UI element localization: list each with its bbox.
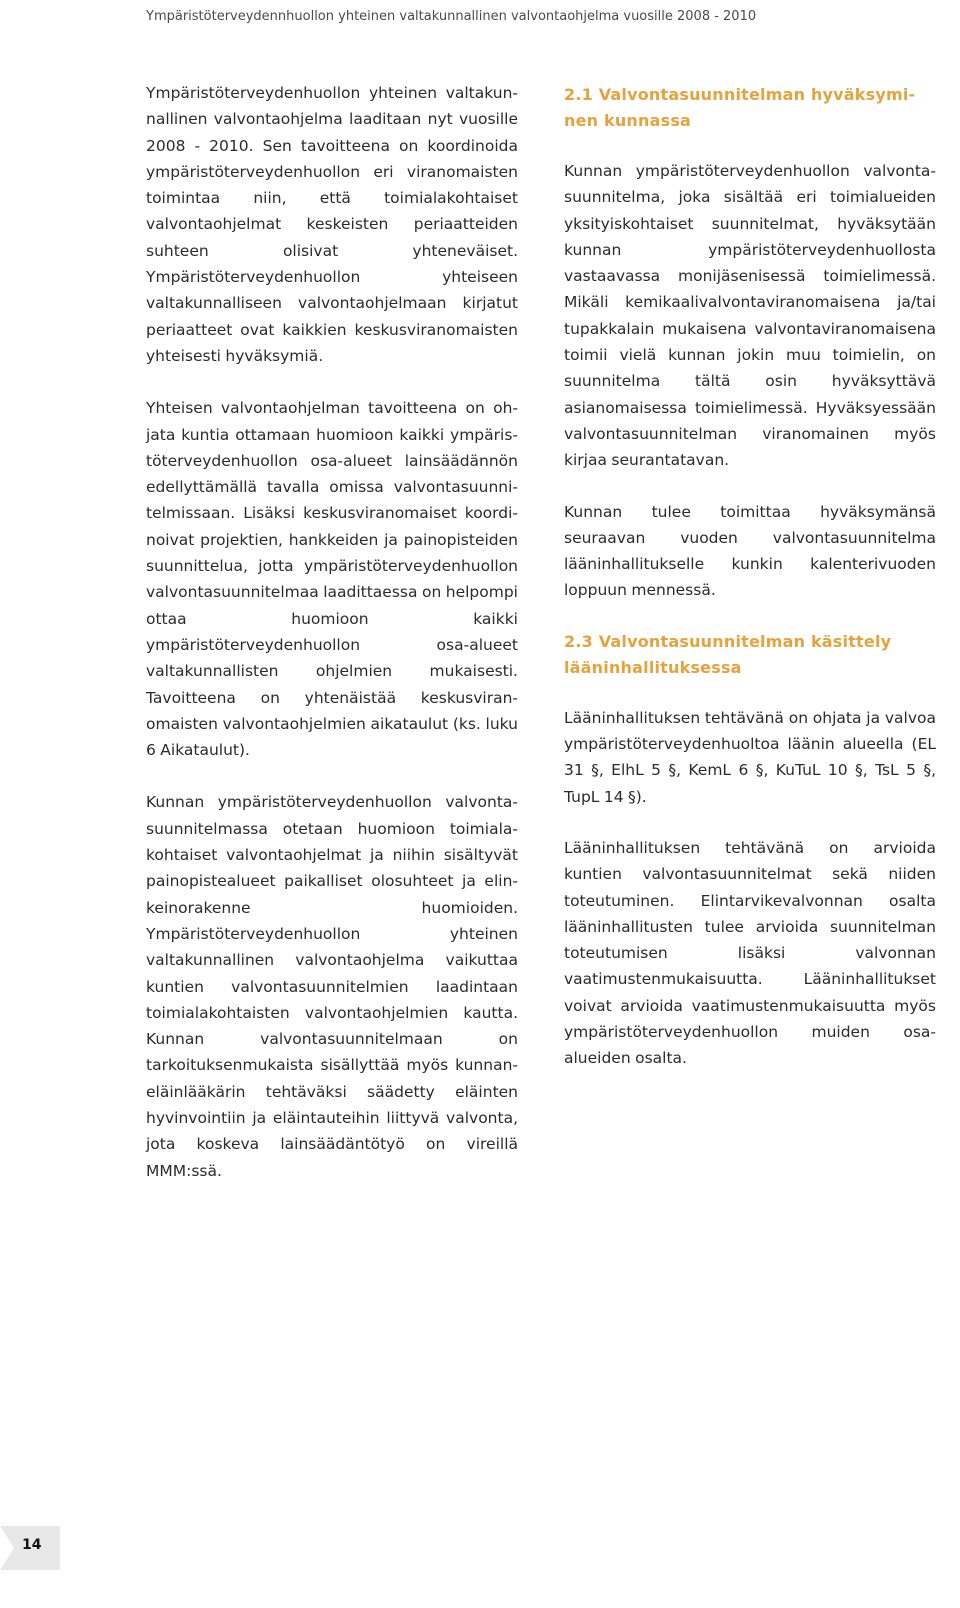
page-number: 14 [22,1537,42,1553]
page-number-tab [0,1526,60,1570]
paragraph: Ympäristöterveydenhuollon yhteinen valtakunnallinen valvontaohjelma laaditaan nyt vuosille 2008 - 2010. Sen tavoitteena on koordinoida ympäristöterveydenhuollon eri viranomaisten toimintaa niin, että toimialakohtaiset valvontaohjelmat keskeisten periaatteiden suhteen olisivat yhteneväiset. Ympäristöterveydenhuollon yhteiseen valtakunnalliseen valvontaohjelmaan kirjatut periaatteet ovat kaikkien keskusviranomaisten yhteisesti hyväksymiä. [146,84,518,365]
right-column [564,82,936,1097]
paragraph: Yhteisen valvontaohjelman tavoitteena on ohjata kuntia ottamaan huomioon kaikki ympäristöterveydenhuollon osa-alueet lainsäädännön edellyttämällä tavalla omissa valvontasuunnitelmissaan. Lisäksi keskusviranomaiset koordinoivat projektien, hankkeiden ja painopisteiden suunnittelua, jotta ympäristöterveydenhuollon valvontasuunnitelmaa laadittaessa on helpompi ottaa huomioon kaikki ympäristöterveydenhuollon osa-alueet valtakunnallisten ohjelmien mukaisesti. Tavoitteena on yhtenäistää keskusviranomaisten valvontaohjelmien aikataulut (ks. luku 6 Aikataulut). [146,399,518,760]
left-column [146,80,518,1210]
running-header: Ympäristöterveydennhuollon yhteinen valtakunnallinen valvontaohjelma vuosille 2008 - 2010 [146,9,757,24]
paragraph: Lääninhallituksen tehtävänä on ohjata ja valvoa ympäristöterveydenhuoltoa läänin alueella (EL 31 §, ElhL 5 §, KemL 6 §, KuTuL 10 §, TsL 5 §, TupL 14 §). [564,708,936,806]
section-heading: 2.3 Valvontasuunnitelman käsittely lääninhallituksessa [564,631,892,677]
section-heading: 2.1 Valvontasuunnitelman hyväksyminen kunnassa [564,85,916,130]
paragraph: Lääninhallituksen tehtävänä on arvioida kuntien valvontasuunnitelmat sekä niiden toteutuminen. Elintarvikevalvonnan osalta lääninhallitusten tulee arvioida suunnitelman toteutumisen lisäksi valvonnan vaatimustenmukaisuutta. Lääninhallitukset voivat arvioida vaatimustenmukaisuutta myös ympäristöterveydenhuollon muiden osaalueiden osalta. [564,838,936,1068]
paragraph: Kunnan ympäristöterveydenhuollon valvontasuunnitelma, joka sisältää eri toimialueiden yksityiskohtaiset suunnitelmat, hyväksytään kunnan ympäristöterveydenhuollosta vastaavassa monijäsenisessä toimielimessä. Mikäli kemikaalivalvontaviranomaisena ja/tai tupakkalain mukaisena valvontaviranomaisena toimii vielä kunnan jokin muu toimielin, on suunnitelma tältä osin hyväksyttävä asianomaisessa toimielimessä. Hyväksyessään valvontasuunnitelman viranomainen myös kirjaa seurantatavan. [564,162,936,470]
paragraph: Kunnan ympäristöterveydenhuollon valvontasuunnitelmassa otetaan huomioon toimialakohtaiset valvontaohjelmat ja niihin sisältyvät painopistealueet paikalliset olosuhteet ja elinkeinorakenne huomioiden. Ympäristöterveydenhuollon yhteinen valtakunnallinen valvontaohjelma vaikuttaa kuntien valvontasuunnitelmien laadintaan toimialakohtaisten valvontaohjelmien kautta. Kunnan valvontasuunnitelmaan on tarkoituksenmukaista sisällyttää myös kunnaneläinlääkärin tehtäväksi säädetty eläinten hyvinvointiin ja eläintauteihin liittyvä valvonta, jota koskeva lainsäädäntötyö on vireillä MMM:ssä. [146,793,518,1180]
paragraph: Kunnan tulee toimittaa hyväksymänsä seuraavan vuoden valvontasuunnitelma lääninhallitukselle kunkin kalenterivuoden loppuun mennessä. [564,502,936,600]
